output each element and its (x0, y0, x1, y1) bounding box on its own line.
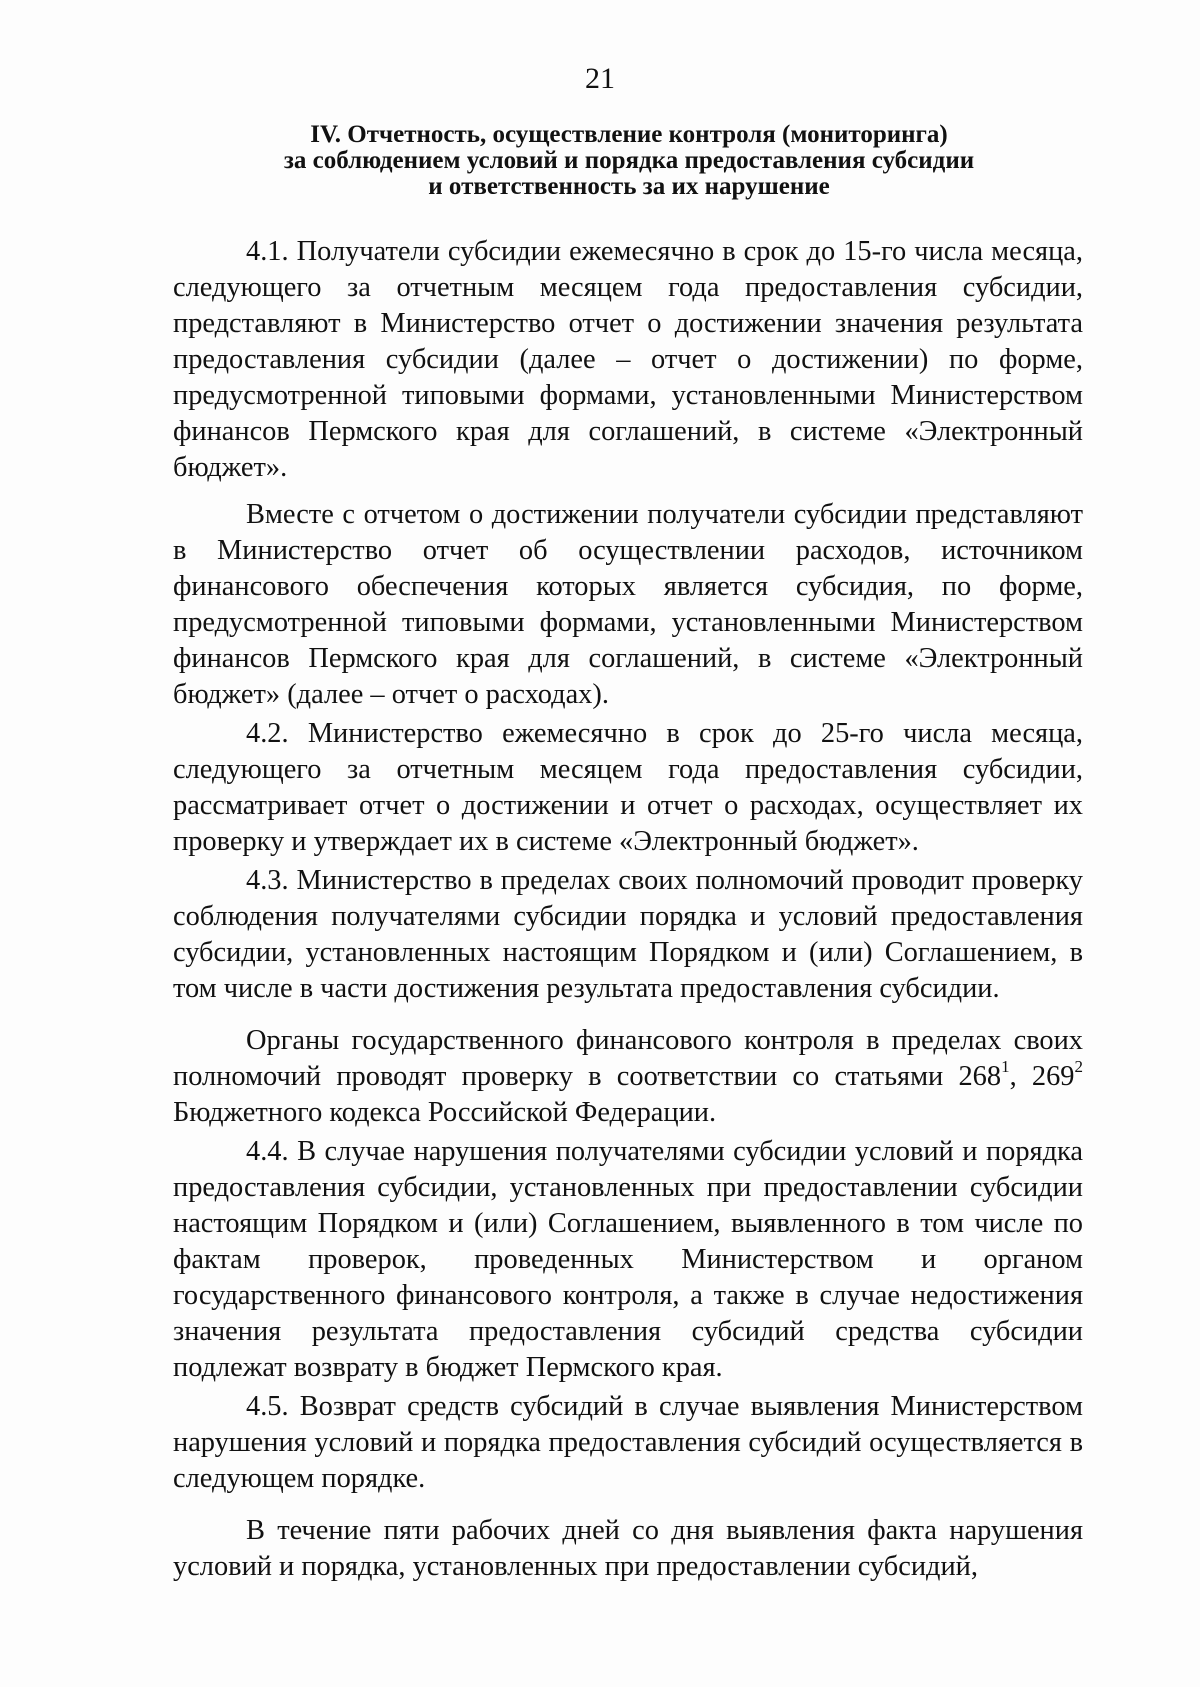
paragraph-financial-control (173, 1023, 1083, 1131)
paragraph-text: , 269 (1009, 1061, 1075, 1092)
section-heading-line: за соблюдением условий и порядка предоставления субсидии (283, 147, 975, 174)
paragraph-4-2: 4.2. Министерство ежемесячно в срок до 25-го числа месяца, следующего за отчетным месяцем года предоставления субсидии, рассматривает отчет о достижении и отчет о расходах, осуществляет их проверку и утверждает их в системе «Электронный бюджет». (173, 718, 1083, 857)
paragraph-4-3: 4.3. Министерство в пределах своих полномочий проводит проверку соблюдения получателями субсидии порядка и условий предоставления субсидии, установленных настоящим Порядком и (или) Соглашением, в том числе в части достижения результата предоставления субсидии. (173, 865, 1083, 1004)
section-heading-line: и ответственность за их нарушение (428, 173, 830, 200)
paragraph-text: Бюджетного кодекса Российской Федерации. (173, 1097, 717, 1128)
paragraph-4-4: 4.4. В случае нарушения получателями субсидии условий и порядка предоставления субсидии, установленных при предоставлении субсидии настоящим Порядком и (или) Соглашением, выявленного в том числе по фактам проверок, проведенных Министерством и органом государственного финансового контроля, а также в случае недостижения значения результата предоставления субсидий средства субсидии подлежат возврату в бюджет Пермского края. (173, 1136, 1083, 1383)
document-body (173, 234, 1083, 1585)
section-heading (175, 122, 1083, 200)
superscript: 1 (1001, 1057, 1010, 1076)
paragraph-4-5: 4.5. Возврат средств субсидий в случае выявления Министерством нарушения условий и порядка предоставления субсидий осуществляется в следующем порядке. (173, 1391, 1083, 1494)
paragraph-text: Органы государственного финансового контроля в пределах своих полномочий проводят проверку в соответствии со статьями 268 (173, 1025, 1083, 1092)
paragraph-return-procedure: В течение пяти рабочих дней со дня выявления факта нарушения условий и порядка, установленных при предоставлении субсидий, (173, 1515, 1083, 1582)
page-number: 21 (585, 62, 615, 95)
paragraph-expense-report: Вместе с отчетом о достижении получатели субсидии представляют в Министерство отчет об осуществлении расходов, источником финансового обеспечения которых является субсидия, по форме, предусмотренной типовыми формами, установленными Министерством финансов Пермского края для соглашений, в системе «Электронный бюджет» (далее – отчет о расходах). (173, 499, 1083, 710)
section-heading-line: IV. Отчетность, осуществление контроля (мониторинга) (310, 121, 948, 148)
paragraph-4-1: 4.1. Получатели субсидии ежемесячно в срок до 15-го числа месяца, следующего за отчетным месяцем года предоставления субсидии, представляют в Министерство отчет о достижении значения результата предоставления субсидии (далее – отчет о достижении) по форме, предусмотренной типовыми формами, установленными Министерством финансов Пермского края для соглашений, в системе «Электронный бюджет». (173, 236, 1083, 483)
superscript: 2 (1074, 1057, 1083, 1076)
